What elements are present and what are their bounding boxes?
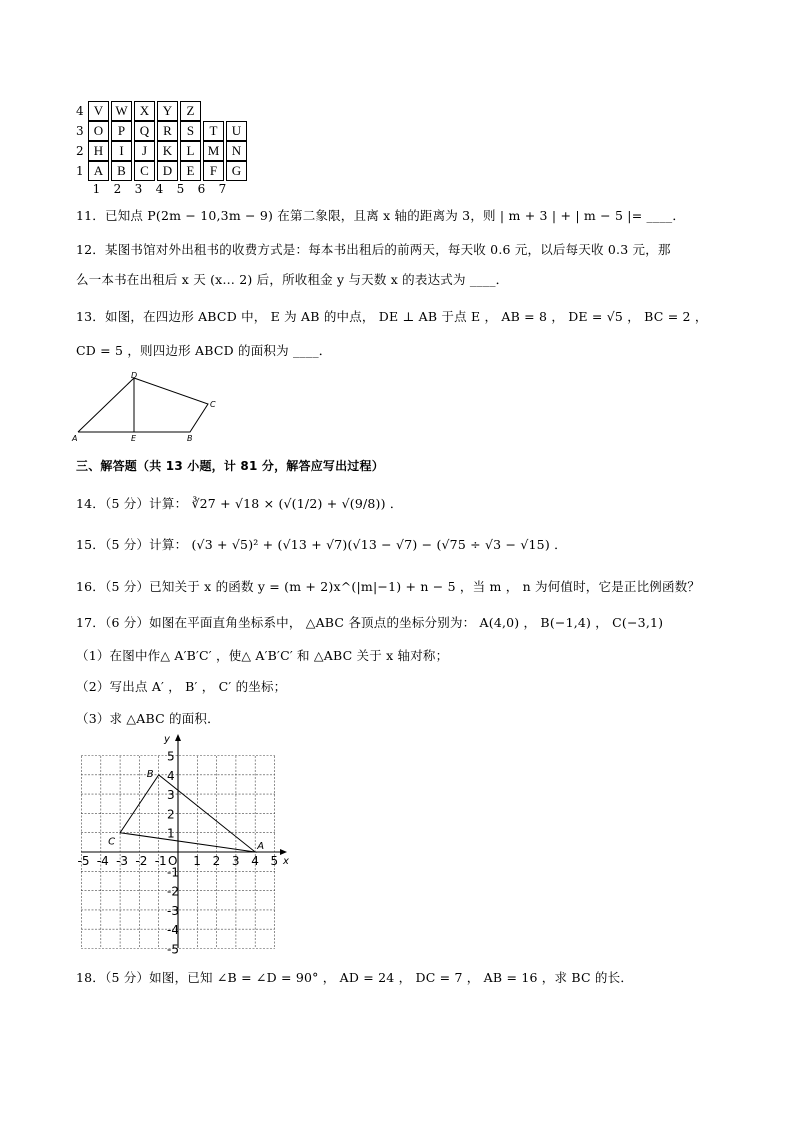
grid-cell: O (88, 121, 109, 141)
x-axis-label: x (283, 856, 289, 867)
section-heading: 三、解答题（共 13 小题，计 81 分，解答应写出过程） (76, 459, 384, 473)
question-14: 14．（5 分）计算： ∛27 + √18 × (√(1/2) + √(9/8)) ． (76, 496, 403, 511)
y-tick-label: 3 (167, 788, 175, 803)
vertex-label-c: C (108, 836, 116, 848)
y-tick-label: -5 (167, 942, 179, 955)
grid-cell: A (88, 161, 109, 181)
y-tick-label: -3 (167, 903, 179, 918)
grid-cell: K (157, 141, 178, 161)
grid-cell: X (134, 101, 155, 121)
grid-cell: W (111, 101, 132, 121)
row-number: 2 (76, 144, 84, 158)
y-tick-label: 4 (167, 768, 175, 783)
y-tick-label: -1 (167, 865, 179, 880)
column-number: 2 (113, 182, 122, 196)
column-number: 4 (155, 182, 164, 196)
x-tick-label: -3 (116, 854, 129, 868)
grid-cell: T (203, 121, 224, 141)
x-tick-label: 4 (251, 854, 259, 868)
label-c: C (210, 400, 216, 409)
vertex-label-a: A (257, 841, 265, 852)
x-tick-label: -5 (77, 854, 90, 868)
question-13-line-2: CD = 5 ，则四边形 ABCD 的面积为 ____． (76, 343, 332, 358)
quadrilateral-outline (78, 378, 208, 432)
column-number: 3 (134, 182, 143, 196)
grid-cell: C (134, 161, 155, 181)
grid-cell: Z (180, 101, 201, 121)
grid-cell: R (157, 121, 178, 141)
x-tick-label: -4 (96, 854, 109, 868)
x-tick-label: 5 (270, 854, 279, 868)
label-b: B (187, 434, 193, 443)
question-17-part-2: （2）写出点 A′ ， B′ ， C′ 的坐标； (76, 679, 287, 694)
label-e: E (131, 434, 137, 443)
question-12-line-1: 12．某图书馆对外出租书的收费方式是：每本书出租后的前两天，每天收 0.6 元，以后每天收 0.3 元，那 (76, 242, 671, 257)
y-tick-label: -2 (167, 884, 179, 899)
column-number: 6 (197, 182, 206, 196)
row-number: 4 (76, 104, 84, 118)
question-18: 18．（5 分）如图，已知 ∠B = ∠D = 90° ， AD = 24 ， DC = 7 ， AB = 16 ，求 BC 的长． (76, 970, 634, 985)
grid-row-2 (76, 141, 247, 161)
figure-coordinate-plane (70, 730, 292, 955)
question-17-part-3: （3）求 △ABC 的面积． (76, 711, 220, 726)
grid-cell: G (226, 161, 247, 181)
grid-cell: U (226, 121, 247, 141)
grid-cell: D (157, 161, 178, 181)
vertex-label-b: B (146, 768, 154, 780)
grid-cell: V (88, 101, 109, 121)
x-tick-label: 1 (193, 854, 201, 868)
x-tick-label: -2 (135, 854, 148, 868)
figure-quadrilateral-abcd (70, 372, 230, 444)
question-13-line-1: 13．如图，在四边形 ABCD 中， E 为 AB 的中点， DE ⊥ AB 于点 E ， AB = 8 ， DE = √5 ， BC = 2 ， (76, 309, 708, 324)
label-d: D (131, 372, 138, 380)
grid-row-3 (76, 121, 247, 141)
x-tick-label: O (168, 854, 178, 868)
y-tick-label: 2 (167, 807, 175, 822)
column-number: 1 (92, 182, 101, 196)
y-axis-arrow (175, 734, 181, 741)
question-17-part-1: （1）在图中作△ A′B′C′ ，使△ A′B′C′ 和 △ABC 关于 x 轴对称； (76, 648, 449, 663)
y-tick-label: -4 (167, 923, 179, 938)
row-number: 1 (76, 164, 84, 178)
x-tick-label: 3 (231, 854, 240, 868)
y-tick-label: 1 (167, 826, 175, 841)
grid-cell: M (203, 141, 224, 161)
column-number: 5 (176, 182, 185, 196)
grid-column-numbers (86, 182, 233, 196)
y-axis-label: y (164, 734, 170, 745)
grid-cell: H (88, 141, 109, 161)
question-15: 15．（5 分）计算： (√3 + √5)² + (√13 + √7)(√13 − √7) − (√75 ÷ √3 − √15) ． (76, 537, 567, 552)
grid-cell: B (111, 161, 132, 181)
grid-cell: L (180, 141, 201, 161)
label-a: A (72, 434, 78, 443)
x-axis-arrow (280, 849, 287, 855)
x-tick-label: 2 (212, 854, 221, 868)
y-tick-label: 5 (167, 749, 175, 764)
grid-row-4 (76, 101, 201, 121)
question-12-line-2: 么一本书在出租后 x 天 (x… 2) 后，所收租金 y 与天数 x 的表达式为 ____． (76, 272, 509, 287)
question-11: 11．已知点 P(2m − 10,3m − 9) 在第二象限，且离 x 轴的距离为 3，则 | m + 3 | + | m − 5 |= ____． (76, 208, 686, 223)
x-tick-label: -1 (154, 854, 167, 868)
grid-cell: E (180, 161, 201, 181)
grid-cell: N (226, 141, 247, 161)
grid-cell: Q (134, 121, 155, 141)
grid-row-1 (76, 161, 247, 181)
question-16: 16．（5 分）已知关于 x 的函数 y = (m + 2)x^(|m|−1) + n − 5 ，当 m ， n 为何值时，它是正比例函数？ (76, 579, 701, 594)
question-17: 17．（6 分）如图在平面直角坐标系中， △ABC 各顶点的坐标分别为： A(4,0) ， B(−1,4) ， C(−3,1) (76, 615, 664, 630)
grid-cell: F (203, 161, 224, 181)
column-number: 7 (218, 182, 227, 196)
grid-cell: I (111, 141, 132, 161)
grid-cell: P (111, 121, 132, 141)
row-number: 3 (76, 124, 84, 138)
grid-cell: Y (157, 101, 178, 121)
grid-cell: J (134, 141, 155, 161)
grid-cell: S (180, 121, 201, 141)
